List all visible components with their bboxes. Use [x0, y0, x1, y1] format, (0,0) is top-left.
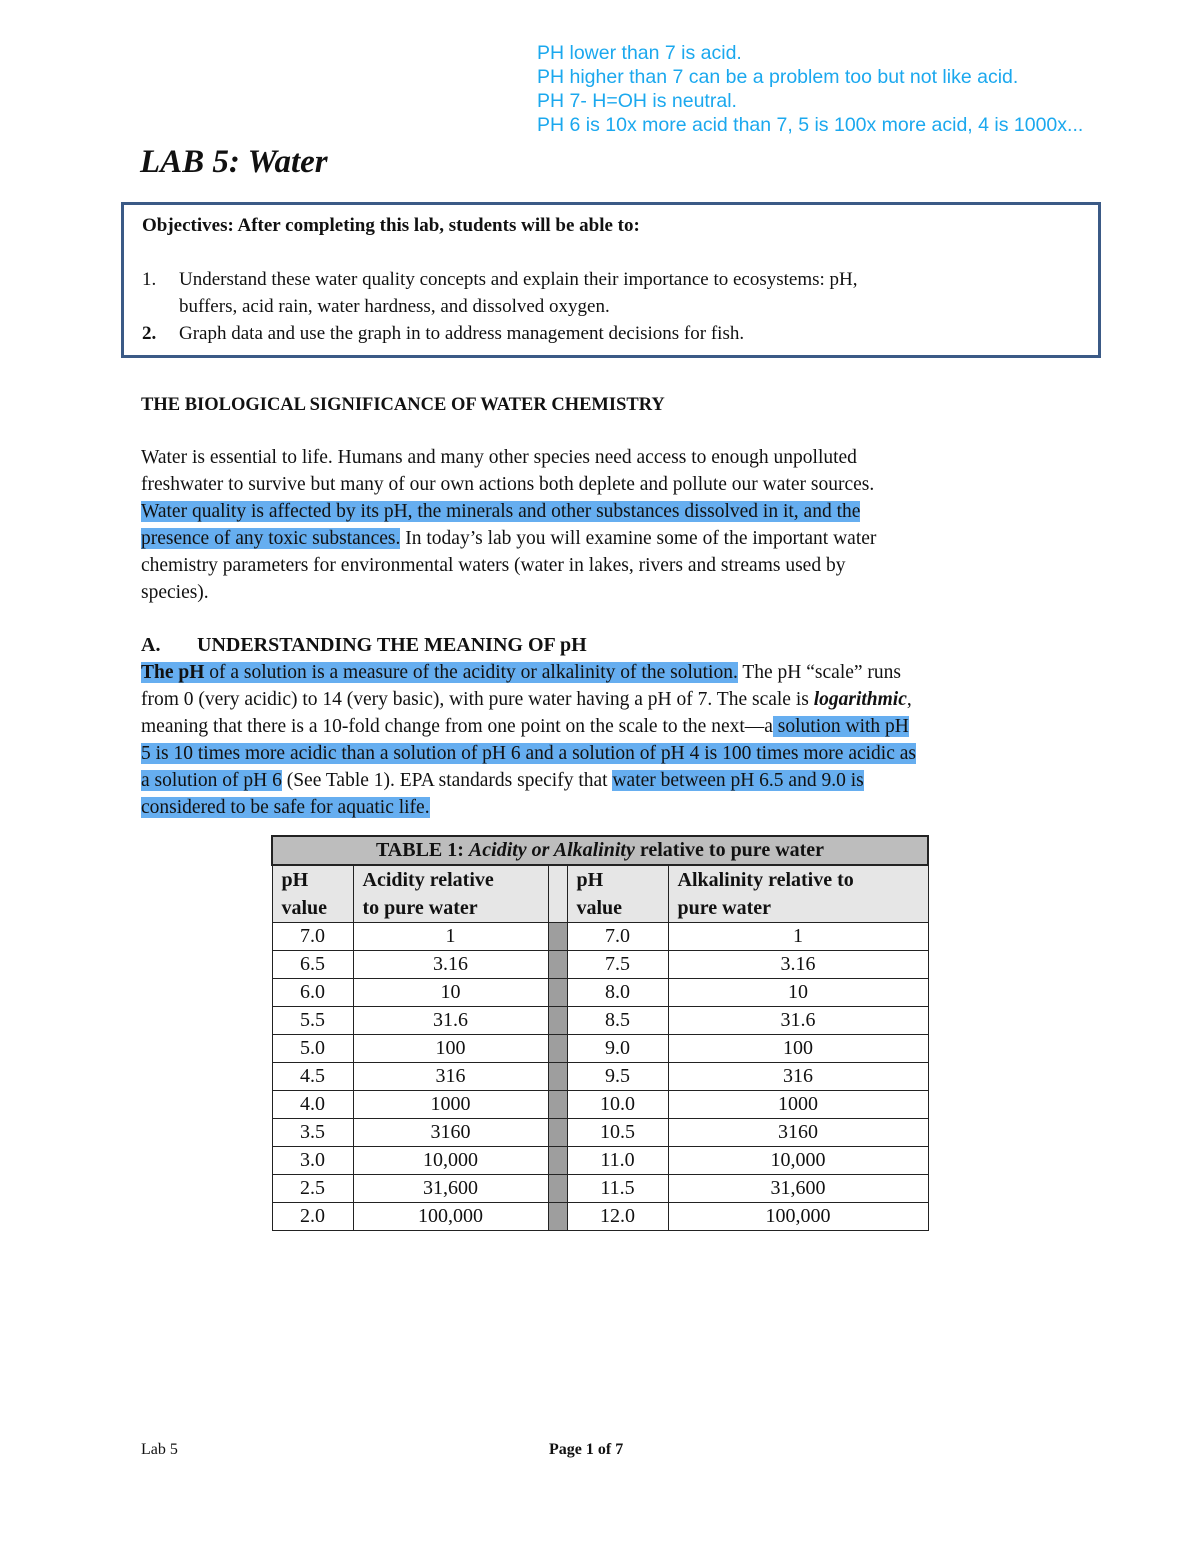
page-title: LAB 5: Water [140, 144, 328, 180]
paragraph-line [141, 659, 1086, 686]
cell-ph-alk: 12.0 [567, 1203, 668, 1231]
paragraph-line [141, 767, 1086, 794]
cell-alkalinity: 3.16 [668, 951, 928, 979]
table-row [272, 951, 928, 979]
header-text: pure water [677, 897, 771, 919]
table-separator [548, 865, 567, 923]
cell-alkalinity: 3160 [668, 1119, 928, 1147]
highlighted-text [141, 662, 738, 683]
paragraph-line [141, 498, 1086, 525]
objective-number: 1. [142, 269, 157, 290]
annotation-line: PH 7- H=OH is neutral. [537, 90, 737, 112]
cell-acidity: 10 [353, 979, 548, 1007]
cell-ph-acid: 2.5 [272, 1175, 353, 1203]
header-text: value [281, 897, 328, 919]
highlighted-text: solution with pH [772, 716, 909, 737]
footer-page-number: Page 1 of 7 [549, 1441, 624, 1458]
cell-ph-alk: 8.0 [567, 979, 668, 1007]
table-separator [548, 1147, 567, 1175]
paragraph-text: from 0 (very acidic) to 14 (very basic), with pure water having a pH of 7. The scale is [141, 689, 814, 710]
cell-alkalinity: 10,000 [668, 1147, 928, 1175]
cell-ph-alk: 10.0 [567, 1091, 668, 1119]
cell-ph-acid: 3.5 [272, 1119, 353, 1147]
highlighted-text: presence of any toxic substances. [141, 528, 401, 549]
cell-acidity: 1000 [353, 1091, 548, 1119]
cell-alkalinity: 100 [668, 1035, 928, 1063]
objective-number: 2. [142, 323, 157, 344]
cell-ph-alk: 10.5 [567, 1119, 668, 1147]
cell-ph-alk: 9.5 [567, 1063, 668, 1091]
objectives-box [121, 202, 1101, 358]
table-row [272, 1203, 928, 1231]
table-row [272, 1091, 928, 1119]
paragraph-line [141, 525, 1086, 552]
table-separator [548, 1063, 567, 1091]
cell-ph-acid: 2.0 [272, 1203, 353, 1231]
table-header-row [272, 865, 928, 923]
header-alkalinity [668, 865, 928, 923]
handwritten-annotation [537, 41, 1083, 137]
cell-acidity: 3.16 [353, 951, 548, 979]
table-separator [548, 1007, 567, 1035]
table-row [272, 1175, 928, 1203]
cell-alkalinity: 10 [668, 979, 928, 1007]
cell-ph-alk: 7.0 [567, 923, 668, 951]
subsection-title: UNDERSTANDING THE MEANING OF pH [197, 634, 587, 656]
paragraph-text: In today’s lab you will examine some of the important water [400, 528, 877, 549]
cell-acidity: 100,000 [353, 1203, 548, 1231]
highlighted-text: 5 is 10 times more acidic than a solution of pH 6 and a solution of pH 4 is 100 times more acidic as [141, 743, 916, 764]
highlighted-text: water between pH 6.5 and 9.0 is [612, 770, 864, 791]
cell-ph-alk: 11.0 [567, 1147, 668, 1175]
highlighted-text: Water quality is affected by its pH, the minerals and other substances dissolved in it, and the [141, 501, 861, 522]
highlighted-text: a solution of pH 6 [141, 770, 282, 791]
table-separator [548, 1035, 567, 1063]
annotation-line: PH lower than 7 is acid. [537, 42, 742, 64]
objectives-heading: Objectives: After completing this lab, students will be able to: [142, 215, 640, 236]
table-separator [548, 979, 567, 1007]
cell-acidity: 3160 [353, 1119, 548, 1147]
cell-ph-acid: 4.5 [272, 1063, 353, 1091]
header-text: to pure water [362, 897, 478, 919]
table-caption [272, 836, 928, 865]
header-text: value [576, 897, 623, 919]
header-text: pH [281, 869, 309, 891]
paragraph-text: (See Table 1). EPA standards specify that [281, 770, 613, 791]
header-text: Acidity relative [362, 869, 494, 891]
paragraph-line [141, 686, 1086, 713]
cell-alkalinity: 100,000 [668, 1203, 928, 1231]
paragraph-line [141, 740, 1086, 767]
cell-alkalinity: 316 [668, 1063, 928, 1091]
annotation-line: PH 6 is 10x more acid than 7, 5 is 100x more acid, 4 is 1000x... [537, 114, 1084, 136]
table-row [272, 923, 928, 951]
cell-alkalinity: 31,600 [668, 1175, 928, 1203]
cell-ph-acid: 6.0 [272, 979, 353, 1007]
table-separator [548, 1119, 567, 1147]
table-separator [548, 1175, 567, 1203]
cell-ph-acid: 4.0 [272, 1091, 353, 1119]
emphasis-term: logarithmic [813, 689, 907, 710]
cell-ph-acid: 5.5 [272, 1007, 353, 1035]
ph-paragraph [141, 659, 1086, 821]
ph-table [271, 835, 929, 1231]
caption-emphasis: Acidity or Alkalinity [468, 839, 635, 861]
section-heading: THE BIOLOGICAL SIGNIFICANCE OF WATER CHEMISTRY [141, 395, 665, 415]
subsection-letter: A. [141, 634, 161, 656]
paragraph-text: meaning that there is a 10-fold change from one point on the scale to the next—a [141, 716, 773, 737]
caption-text: TABLE 1: [375, 839, 469, 861]
table-row [272, 1119, 928, 1147]
table-row [272, 1035, 928, 1063]
table-row [272, 1007, 928, 1035]
paragraph-line: chemistry parameters for environmental waters (water in lakes, rivers and streams used by [141, 555, 846, 576]
objectives-list [142, 266, 1082, 347]
intro-paragraph [141, 444, 1086, 606]
cell-ph-acid: 5.0 [272, 1035, 353, 1063]
table-separator [548, 923, 567, 951]
subsection-heading [141, 632, 587, 659]
header-ph-value [272, 865, 353, 923]
objective-text: Graph data and use the graph in to address management decisions for fish. [179, 323, 745, 344]
table-row [272, 1063, 928, 1091]
table-row [272, 1147, 928, 1175]
objective-text: Understand these water quality concepts and explain their importance to ecosystems: pH, [179, 269, 858, 290]
paragraph-line [141, 713, 1086, 740]
paragraph-text: , [906, 689, 912, 710]
table-body [272, 923, 928, 1231]
header-ph-value [567, 865, 668, 923]
objective-item [142, 266, 1082, 320]
paragraph-line: freshwater to survive but many of our own actions both deplete and pollute our water sources. [141, 474, 875, 495]
cell-alkalinity: 31.6 [668, 1007, 928, 1035]
cell-ph-alk: 7.5 [567, 951, 668, 979]
cell-acidity: 100 [353, 1035, 548, 1063]
cell-ph-alk: 11.5 [567, 1175, 668, 1203]
paragraph-line [141, 794, 1086, 821]
table-separator [548, 951, 567, 979]
cell-acidity: 316 [353, 1063, 548, 1091]
cell-acidity: 31,600 [353, 1175, 548, 1203]
table-separator [548, 1091, 567, 1119]
highlighted-text-rest: of a solution is a measure of the acidity or alkalinity of the solution. [204, 662, 738, 683]
cell-acidity: 31.6 [353, 1007, 548, 1035]
cell-ph-alk: 9.0 [567, 1035, 668, 1063]
cell-ph-acid: 3.0 [272, 1147, 353, 1175]
table-caption-row [272, 836, 928, 865]
cell-alkalinity: 1000 [668, 1091, 928, 1119]
cell-acidity: 10,000 [353, 1147, 548, 1175]
header-acidity [353, 865, 548, 923]
cell-ph-acid: 7.0 [272, 923, 353, 951]
footer-lab-label: Lab 5 [141, 1441, 178, 1458]
annotation-line: PH higher than 7 can be a problem too but not like acid. [537, 66, 1019, 88]
objective-text: buffers, acid rain, water hardness, and dissolved oxygen. [179, 296, 610, 317]
caption-text: relative to pure water [634, 839, 825, 861]
paragraph-line: Water is essential to life. Humans and many other species need access to enough unpolluted [141, 447, 857, 468]
paragraph-line: species). [141, 582, 209, 603]
header-text: Alkalinity relative to [677, 869, 854, 891]
paragraph-text: The pH “scale” runs [737, 662, 902, 683]
table-row [272, 979, 928, 1007]
objective-item [142, 320, 1082, 347]
table-separator [548, 1203, 567, 1231]
cell-acidity: 1 [353, 923, 548, 951]
header-text: pH [576, 869, 604, 891]
cell-alkalinity: 1 [668, 923, 928, 951]
cell-ph-alk: 8.5 [567, 1007, 668, 1035]
cell-ph-acid: 6.5 [272, 951, 353, 979]
highlighted-text: considered to be safe for aquatic life. [141, 797, 430, 818]
bold-term: The pH [141, 662, 205, 683]
